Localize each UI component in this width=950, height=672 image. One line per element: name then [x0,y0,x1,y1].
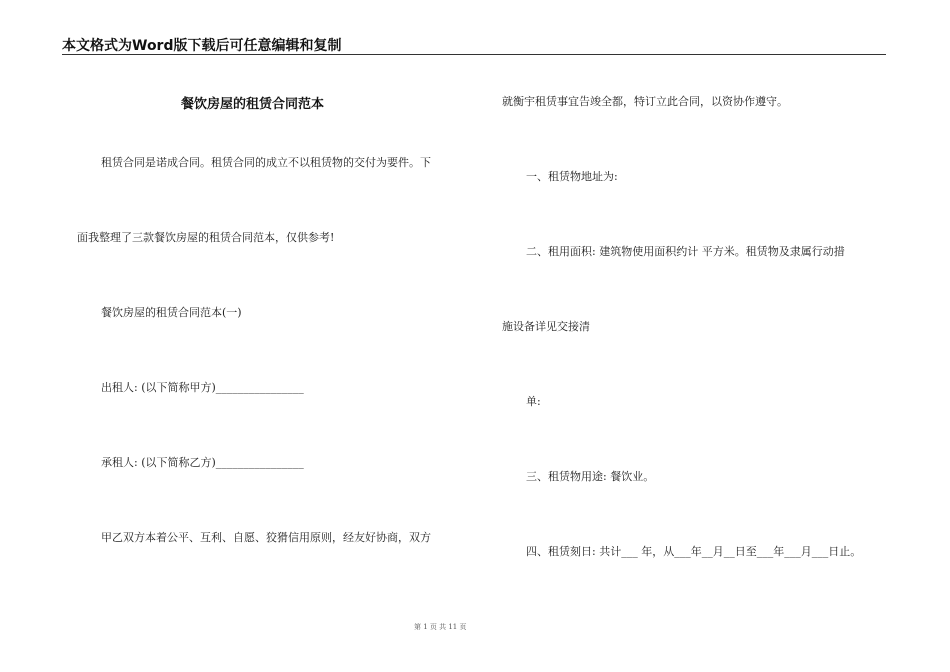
clause-term: 四、租赁刻日: 共计___ 年，从___年__月__日至___年___月___日止。 [526,545,862,558]
paragraph-line: 施设备详见交接清 [502,320,590,333]
paragraph-line: 单: [526,395,541,408]
section-heading: 餐饮房屋的租赁合同范本(一) [101,306,242,319]
lessor-line: 出租人: (以下简称甲方)________________ [101,381,304,394]
paragraph-line: 就衡宇租赁事宜告竣全都，特订立此合同，以资协作遵守。 [502,95,788,108]
lessee-line: 承租人: (以下简称乙方)________________ [101,456,304,469]
page-header [62,34,886,55]
clause-usage: 三、租赁物用途: 餐饮业。 [526,470,655,483]
paragraph-line: 甲乙双方本着公平、互利、自愿、狡猾信用原则，经友好协商，双方 [101,531,431,544]
paragraph-line: 租赁合同是诺成合同。租赁合同的成立不以租赁物的交付为要件。下 [101,156,431,169]
page-number: 第 1 页 共 11 页 [414,623,467,631]
clause-area: 二、租用面积: 建筑物使用面积约计 平方米。租赁物及隶属行动措 [526,245,845,258]
paragraph-line: 面我整理了三款餐饮房屋的租赁合同范本，仅供参考! [77,231,335,244]
document-title: 餐饮房屋的租赁合同范本 [181,97,325,112]
clause-address: 一、租赁物地址为: [526,170,618,183]
header-text: 本文格式为Word版下载后可任意编辑和复制 [62,38,342,54]
